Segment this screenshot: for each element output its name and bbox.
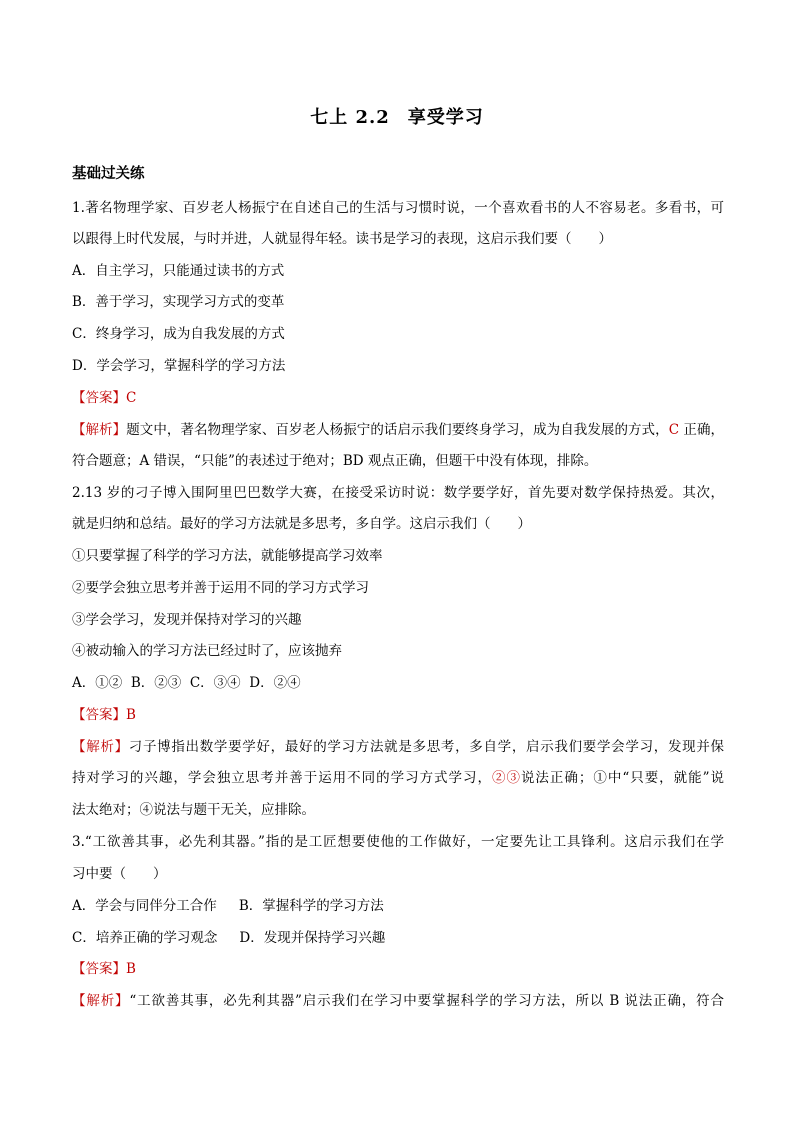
page-title: [0, 103, 794, 129]
q1-analysis-line1: [72, 421, 724, 439]
q3-answer: [72, 960, 724, 978]
analysis-text: 说法正确；①中“只要，就能”说: [520, 770, 725, 786]
q3-options-line2: C．培养正确的学习观念 D．发现并保持学习兴趣: [72, 930, 386, 946]
q2-statement-3: ③学会学习，发现并保持对学习的兴趣: [72, 612, 302, 628]
q1-option-d: D．学会学习，掌握科学的学习方法: [72, 358, 286, 374]
analysis-text: 刁子博指出数学要学好，最好的学习方法就是多思考，多自学，启示我们要学会学习，发现并保: [128, 739, 725, 755]
analysis-highlight: C: [668, 422, 680, 438]
q2-statement-4: ④被动输入的学习方法已经过时了，应该抛弃: [72, 643, 342, 659]
q1-option-b: B．善于学习，实现学习方式的变革: [72, 294, 285, 310]
q2-answer: [72, 706, 724, 724]
analysis-text: 正确，: [679, 422, 725, 438]
analysis-label: 【解析】: [72, 422, 127, 438]
answer-value: B: [126, 961, 136, 977]
q2-stem-line1: 2.13 岁的刁子博入围阿里巴巴数学大赛，在接受采访时说：数学要学好，首先要对数学保持热爱。其次，: [72, 485, 724, 501]
q1-answer: [72, 389, 724, 407]
q3-stem-line1: 3.“工欲善其事，必先利其器。”指的是工匠想要使他的工作做好，一定要先让工具锋利。这启示我们在学: [72, 834, 724, 850]
answer-label: 【答案】: [72, 961, 126, 977]
q2-statement-2: ②要学会独立思考并善于运用不同的学习方式学习: [72, 580, 369, 596]
title-code: 七上 2.2: [310, 107, 390, 128]
q1-stem-line1: 1.著名物理学家、百岁老人杨振宁在自述自己的生活与习惯时说，一个喜欢看书的人不容易老。多看书，可: [72, 200, 724, 216]
q1-analysis-line2: 符合题意；A 错误，“只能”的表述过于绝对；BD 观点正确，但题干中没有体现，排除。: [72, 453, 598, 469]
q3-analysis-line1: [72, 992, 724, 1010]
q2-stem-line2: 就是归纳和总结。最好的学习方法就是多思考，多自学。这启示我们（ ）: [72, 516, 531, 532]
analysis-text: 题文中，著名物理学家、百岁老人杨振宁的话启示我们要终身学习，成为自我发展的方式，: [126, 422, 669, 438]
analysis-label: 【解析】: [72, 739, 129, 755]
q2-analysis-line2: [72, 769, 724, 787]
q2-statement-1: ①只要掌握了科学的学习方法，就能够提高学习效率: [72, 548, 383, 564]
q1-option-a: A．自主学习，只能通过读书的方式: [72, 263, 285, 279]
title-text: 享受学习: [407, 107, 484, 128]
q3-stem-line2: 习中要（ ）: [72, 866, 167, 882]
q2-analysis-line3: 法太绝对；④说法与题干无关，应排除。: [72, 802, 315, 818]
analysis-highlight: ②③: [491, 770, 521, 786]
analysis-label: 【解析】: [72, 993, 130, 1009]
q2-analysis-line1: [72, 738, 724, 756]
q1-option-c: C．终身学习，成为自我发展的方式: [72, 326, 285, 342]
answer-label: 【答案】: [72, 707, 126, 723]
answer-value: B: [126, 707, 136, 723]
q3-options-line1: A．学会与同伴分工合作 B．掌握科学的学习方法: [72, 898, 384, 914]
analysis-text: 持对学习的兴趣，学会独立思考并善于运用不同的学习方式学习，: [72, 770, 492, 786]
analysis-text: “工欲善其事，必先利其器”启示我们在学习中要掌握科学的学习方法，所以 B 说法正确，符合: [129, 993, 725, 1009]
section-heading: 基础过关练: [72, 165, 145, 182]
q2-options: A．①② B．②③ C．③④ D．②④: [72, 675, 301, 691]
answer-value: C: [126, 390, 137, 406]
answer-label: 【答案】: [72, 390, 126, 406]
q1-stem-line2: 以跟得上时代发展，与时并进，人就显得年轻。读书是学习的表现，这启示我们要（ ）: [72, 231, 612, 247]
